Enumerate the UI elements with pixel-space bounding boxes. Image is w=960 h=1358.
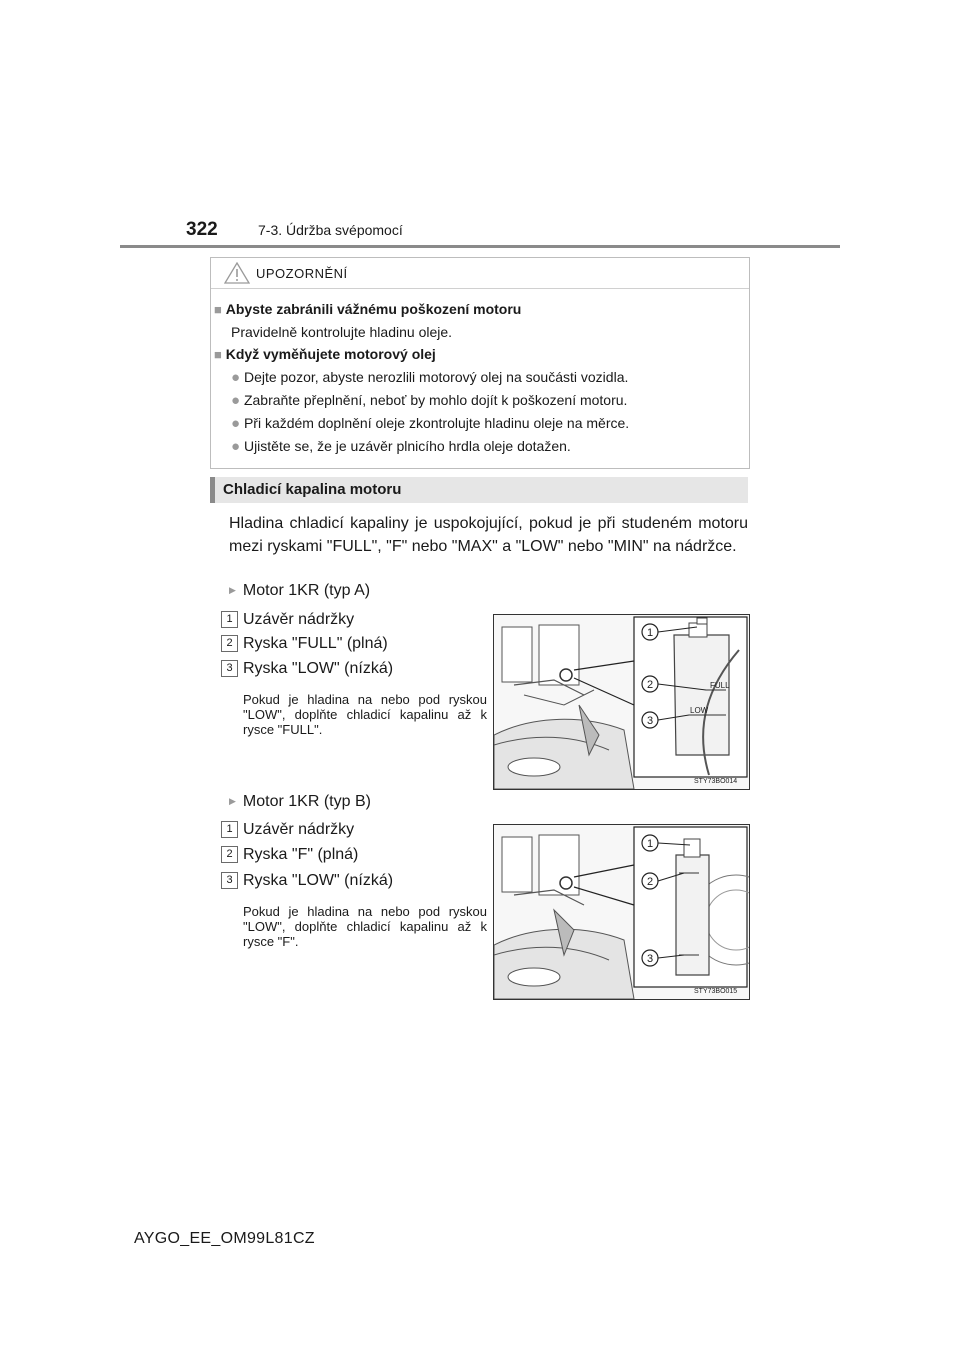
- engine-a-note: Pokud je hladina na nebo pod ryskou "LOW", doplňte chladicí kapalinu až k rysce "FULL".: [243, 692, 487, 737]
- circle-bullet-icon: ●: [231, 415, 241, 432]
- warning-text-1: Pravidelně kontrolujte hladinu oleje.: [231, 324, 453, 340]
- callout-3: 3: [646, 953, 654, 965]
- section-title: Chladicí kapalina motoru: [223, 481, 402, 498]
- callout-number: 2: [221, 846, 238, 863]
- callout-number: 3: [221, 872, 238, 889]
- engine-b-title: ▶ Motor 1KR (typ B): [229, 793, 371, 811]
- square-bullet-icon: ■: [214, 347, 222, 362]
- warning-bullet: ● Dejte pozor, abyste nerozlili motorový olej na součásti vozidla.: [231, 369, 629, 386]
- callout-3: 3: [646, 715, 654, 727]
- document-code: AYGO_EE_OM99L81CZ: [134, 1230, 315, 1247]
- engine-b-figure: [493, 824, 750, 1000]
- warning-title: UPOZORNĚNÍ: [256, 265, 348, 281]
- callout-1: 1: [646, 838, 654, 850]
- coolant-reservoir-illustration: [494, 615, 749, 789]
- engine-a-item: Ryska "LOW" (nízká): [243, 660, 394, 677]
- engine-b-item: Uzávěr nádržky: [243, 821, 355, 838]
- callout-2: 2: [646, 679, 654, 691]
- engine-a-item: Ryska "FULL" (plná): [243, 635, 388, 652]
- warning-bullet: ● Ujistěte se, že je uzávěr plnicího hrdla oleje dotažen.: [231, 438, 571, 455]
- header-rule: [120, 245, 840, 248]
- callout-number: 2: [221, 635, 238, 652]
- section-heading: 7-3. Údržba svépomocí: [258, 222, 403, 238]
- figure-code: STY73BO015: [694, 988, 738, 995]
- warning-box: [210, 257, 750, 469]
- callout-number: 1: [221, 821, 238, 838]
- low-mark-label: LOW: [690, 706, 709, 715]
- warning-bullet: ● Při každém doplnění oleje zkontrolujte hladinu oleje na měrce.: [231, 415, 630, 432]
- circle-bullet-icon: ●: [231, 369, 241, 386]
- engine-b-item: Ryska "LOW" (nízká): [243, 872, 394, 889]
- engine-a-title: ▶ Motor 1KR (typ A): [229, 582, 370, 600]
- warning-header: [211, 258, 749, 289]
- callout-number: 3: [221, 660, 238, 677]
- warning-heading-2: ■ Když vyměňujete motorový olej: [214, 346, 436, 362]
- engine-a-item: Uzávěr nádržky: [243, 611, 355, 628]
- figure-code: STY73BO014: [694, 778, 738, 785]
- full-mark-label: FULL: [710, 681, 730, 690]
- engine-b-item: Ryska "F" (plná): [243, 846, 359, 863]
- intro-paragraph: Hladina chladicí kapaliny je uspokojující, pokud je při studeném motoru mezi ryskami "FULL", "F" nebo "MAX" a "LOW" nebo "MIN" na nádržce.: [229, 515, 748, 555]
- warning-heading-1: ■ Abyste zabránili vážnému poškození motoru: [214, 301, 522, 317]
- page-number: 322: [186, 219, 218, 240]
- callout-number: 1: [221, 611, 238, 628]
- callout-1: 1: [646, 627, 654, 639]
- circle-bullet-icon: ●: [231, 438, 241, 455]
- warning-icon: [224, 262, 250, 284]
- engine-b-note: Pokud je hladina na nebo pod ryskou "LOW", doplňte chladicí kapalinu až k rysce "F".: [243, 904, 487, 949]
- callout-2: 2: [646, 876, 654, 888]
- engine-a-figure: [493, 614, 750, 790]
- circle-bullet-icon: ●: [231, 392, 241, 409]
- section-title-bar: [210, 477, 748, 503]
- square-bullet-icon: ■: [214, 302, 222, 317]
- warning-bullet: ● Zabraňte přeplnění, neboť by mohlo dojít k poškození motoru.: [231, 392, 628, 409]
- coolant-reservoir-illustration: [494, 825, 749, 999]
